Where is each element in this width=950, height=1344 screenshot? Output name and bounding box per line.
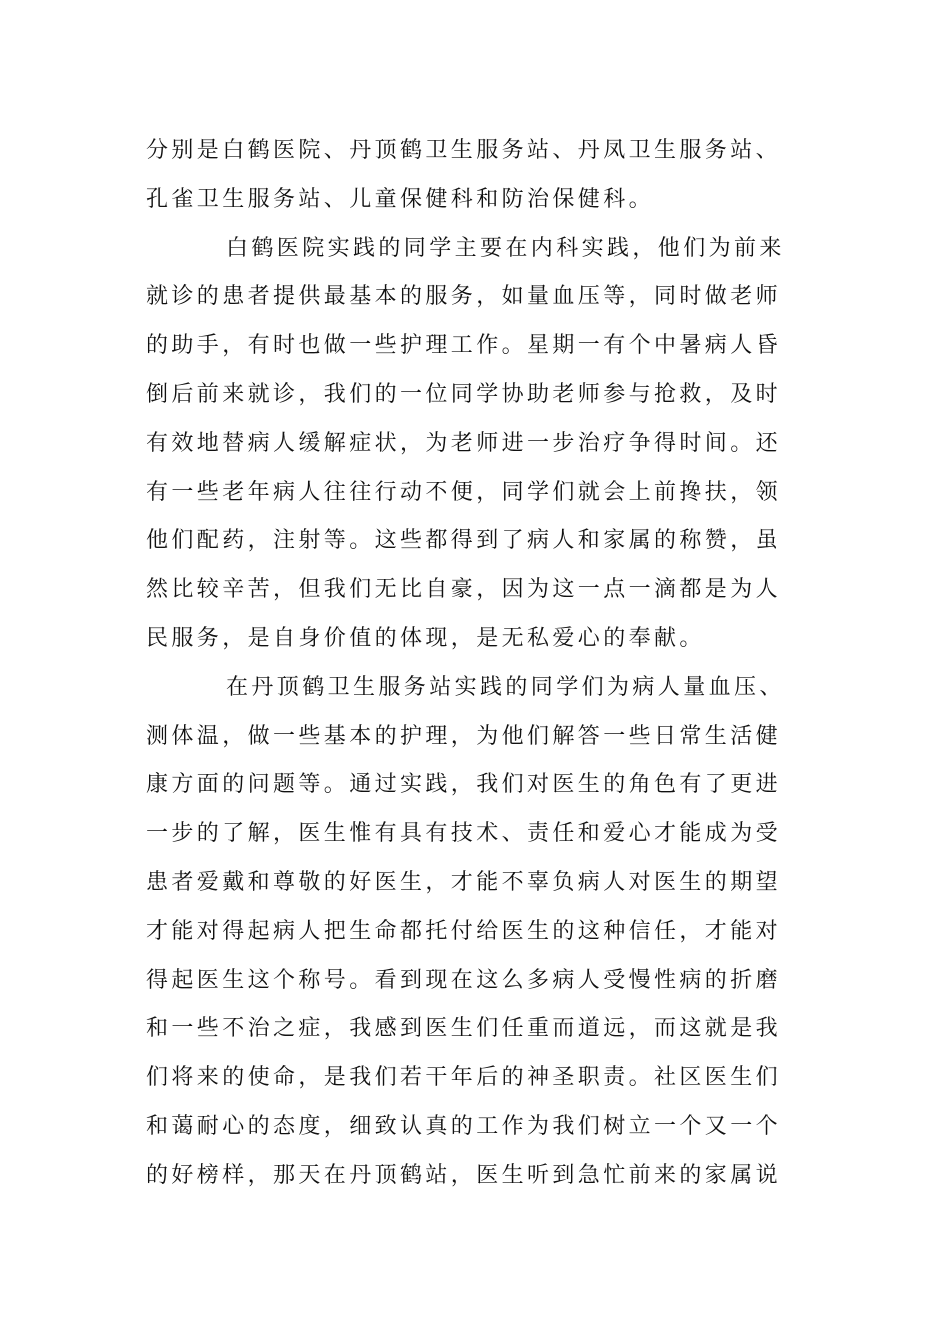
text-line: 一步的了解，医生惟有具有技术、责任和爱心才能成为受: [146, 821, 782, 847]
text-line: 有效地替病人缓解症状，为老师进一步治疗争得时间。还: [146, 430, 782, 456]
text-line: 康方面的问题等。通过实践，我们对医生的角色有了更进: [146, 772, 782, 798]
body-text: [146, 127, 806, 1201]
text-line-first: 白鹤医院实践的同学主要在内科实践，他们为前来: [226, 235, 785, 261]
text-line: 有一些老年病人往往行动不便，同学们就会上前搀扶，领: [146, 479, 782, 505]
text-line: 得起医生这个称号。看到现在这么多病人受慢性病的折磨: [146, 967, 782, 993]
text-line: 的助手，有时也做一些护理工作。星期一有个中暑病人昏: [146, 333, 782, 359]
paragraph-3: [146, 664, 806, 1201]
text-line: 测体温，做一些基本的护理，为他们解答一些日常生活健: [146, 723, 782, 749]
text-line: 和蔼耐心的态度，细致认真的工作为我们树立一个又一个: [146, 1113, 782, 1139]
text-line: 就诊的患者提供最基本的服务，如量血压等，同时做老师: [146, 284, 782, 310]
text-line: 孔雀卫生服务站、儿童保健科和防治保健科。: [146, 186, 655, 212]
text-line: 患者爱戴和尊敬的好医生，才能不辜负病人对医生的期望: [146, 869, 782, 895]
text-line: 的好榜样，那天在丹顶鹤站，医生听到急忙前来的家属说: [146, 1162, 782, 1188]
text-line: 才能对得起病人把生命都托付给医生的这种信任，才能对: [146, 918, 782, 944]
text-line: 然比较辛苦，但我们无比自豪，因为这一点一滴都是为人: [146, 577, 782, 603]
text-line-first: 在丹顶鹤卫生服务站实践的同学们为病人量血压、: [226, 674, 785, 700]
paragraph-1: [146, 127, 806, 225]
text-line: 他们配药，注射等。这些都得到了病人和家属的称赞，虽: [146, 528, 782, 554]
text-line: 民服务，是自身价值的体现，是无私爱心的奉献。: [146, 625, 705, 651]
text-line: 们将来的使命，是我们若干年后的神圣职责。社区医生们: [146, 1065, 782, 1091]
paragraph-2: [146, 225, 806, 664]
text-line: 和一些不治之症，我感到医生们任重而道远，而这就是我: [146, 1016, 782, 1042]
text-line: 倒后前来就诊，我们的一位同学协助老师参与抢救，及时: [146, 381, 782, 407]
text-line: 分别是白鹤医院、丹顶鹤卫生服务站、丹凤卫生服务站、: [146, 138, 782, 163]
